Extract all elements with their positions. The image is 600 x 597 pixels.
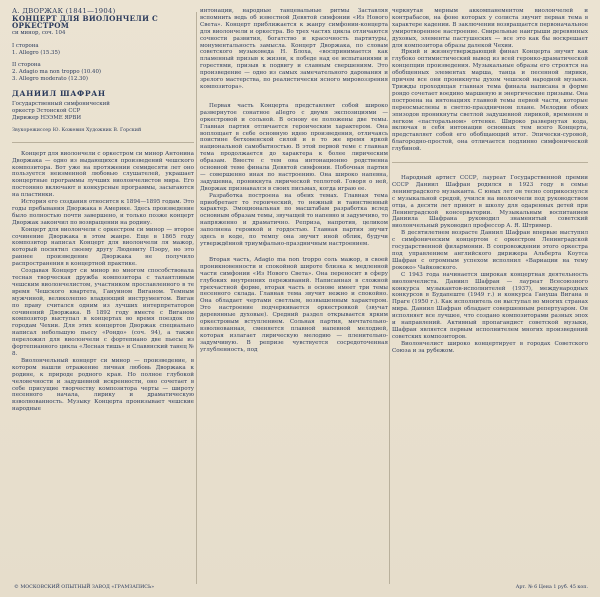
notes-paragraph: Концерт для виолончели с оркестром си минор — второе сочинение Дворжака в этом жанре. Еще в 1865 году композитор написал Концерт для виолончели ля мажор, который посвятил своему другу Людевиту Пэору, но это раннее произведение Дворжака не получило распространения в концертной практике.	[12, 226, 194, 268]
performer-bio-paragraph: С 1943 года начинается широкая концертная деятельность виолончелиста. Даниил Шафран — лауреат Всесоюзного конкурса музыкантов-исполнителей (1937), международных конкурсов в Будапеште (1949 г.) и конкурса Гануша Вигана в Праге (1950 г.). Как исполнитель он выступал во многих странах мира. Даниил Шафран обладает совершенным репертуаром. Он исполняет все лучшее, что создано композиторами разных эпох и направлений. Активный пропагандист советской музыки, Шафран является первым исполнителем многих произведений советских композиторов.	[392, 271, 588, 340]
notes-paragraph: История его создания относится к 1894—1895 годам. Это годы пребывания Дворжака в Америке. Здесь произведение было полностью почти завершено, и только позже концерт Дворжак закончил по возвращении на родину.	[12, 199, 194, 226]
section-divider	[12, 142, 194, 143]
side-2-movement-2: 2. Adagio ma non troppo (10.40)	[12, 69, 101, 76]
side-1-label: I сторона	[12, 42, 39, 49]
notes-paragraph: Первая часть Концерта представляет собой широко развернутое сонатное allegro с двумя экспозициями — оркестровой и сольной. В основу ее положены две темы. Главная партия отличается героическим характером. Она воплощает в себе основную идею произведения, отличаясь поистине бетховенской силой и в то же время яркой национальной самобытностью. В этой первой теме с главная тема продолжается до характера к более лирическим образам. Вместе с тем она интонационно родственна основной теме финала Девятой симфонии. Побочная партия — совершенно иная по настроению. Она широко напевна, задушевна, проникнута лирической теплотой. Говоря о ней, Дворжак признавался в своих письмах, когда играю ее.	[200, 102, 388, 192]
performer-bio-paragraph: Народный артист СССР, лауреат Государственной премии СССР Даниил Шафран родился в 1923 году в семье ленинградского музыканта. С юных лет он тесно соприкоснулся с музыкальной средой, учился на виолончели под руководством отца, а десяти лет принят в школу для одаренных детей при Ленинградской консерватории. Музыкальным воспитанием Даниила Шафрана руководил знаменитый советский виолончельный руководил профессор А. Я. Штример.	[392, 175, 588, 230]
performer-bio-paragraph: В десятилетнем возрасте Даниил Шафран впервые выступил с симфоническим концертом с оркестром Ленинградской государственной филармонии. В сопровождении этого оркестра под управлением английского дирижера Альберта Коутса Шафран с огромным успехом исполнил «Вариации на тему рококо» Чайковского.	[392, 230, 588, 271]
composer-name: А. ДВОРЖАК (1841—1904)	[12, 7, 116, 15]
notes-paragraph: Вторая часть, Adagio ma non troppo соль мажор, в своей проникновенности и спокойной широте близка к медленной части симфонии «Из Нового Света». Она переносит в сферу глубоких внутренних переживаний. Написанная в сложной трехчастной форме, вторая часть в основе имеет три темы песенного склада. Главная тема звучит нежно и спокойно. Она обладает чертами светлым, возвышенным характером. Это настроение подчеркивается оркестровкой (звучат деревянные духовые). Средний раздел открывается ярким оркестровым вступлением. Сольная партия, мечтательно-взволнованная, сменяется плавной напевной мелодией, которая излагает лирическую мелодию — пленительно-задумчивую. В репризе чувствуется сосредоточенная углубленность, под	[200, 256, 388, 353]
column-divider	[389, 12, 390, 584]
side-2-label: II сторона	[12, 62, 41, 69]
performer-name: ДАНИИЛ ШАФРАН	[12, 89, 106, 99]
conductor-name: Дирижер НЭЭМЕ ЯРВИ	[12, 114, 82, 121]
orchestra-name: Государственный симфонический оркестр Эстонской ССР	[12, 101, 110, 114]
notes-paragraph: черкнутая мерным аккомпанементом виолончелей и контрабасов, на фоне которых у солиста звучит первая тема в характере кадении. В заключении возвращается первоначальное умиротворенное настроение. Свирельные наигрыши деревянных духовых, элементы пастушеских — все это как бы воскрешает для композитора образы далекой Чехии.	[392, 8, 588, 49]
notes-paragraph: Концерт для виолончели с оркестром си минор Антонина Дворжака — одно из выдающихся произведений чешского композитора. Вот уже на протяжении семидесяти лет оно пользуется неизменной любовью слушателей, украшает концертные программы лучших виолончелистов мира. Его постоянно включают в конкурсные программы, засыгаются на пластинки.	[12, 150, 194, 199]
notes-paragraph: интонации, народные танцевальные ритмы Заставляя вспомнить ведь об известной Девятой симфонии «Из Нового Света». Концерт приближается к жанру симфонии-концерта для виолончели и оркестра. Во трех частях цикла отличаются сочности развития, богатство и красочность партитуры, монументальность замысла. Концерт Дворжака, по словам советского музыковеда Н. Блоха, «воспринимается как пламенный призыв к жизни, к победе над ее испытаниями и горестями, призыв к подвигу и славным свершениям. Это произведение — одно из самых замечательного дарования и зрелого мастерства, по реалистически ясного мировоззрения композитора».	[200, 8, 388, 90]
performer-bio-paragraph: Виолончелист широко концертирует в городах Советского Союза и за рубежом.	[392, 340, 588, 354]
notes-paragraph: Разработка построена на обеих темах. Главная тема приобретает то героический, то нежный и таинственный характер. Эмоциональная по масштабам разработка вслед основным образам темы, звучащей то напевно и задумчиво, то напряженно и драматично. Реприза, напротив, целиком заполнена героикой и гордостью. Главная партия звучит здесь в коде, по темпу она звучит иной облик, будучи утверждённой триумфально-праздничным настроением.	[200, 192, 388, 247]
notes-paragraph: Яркий и жизнеутверждающий финал Концерта звучит как глубоко оптимистический вывод из всей героико-драматической концепции произведения. Музыкальные образы его строятся на обобщенных элементах марша, танца и песенной лирики, причем все они проникнуты духом чешской народной музыки. Трижды проходящая главная тема финала написана в форме рондо сочетает воедино маршевую и энергические призывы. Она построена на интонациях главной темы первой части, которые переосмыслены в светло-праздничном плане. Мелодии обоих эпизодов проникнуты светлой задушевной лирикой, временем в легком «пасторальном» оттенке. Широко развернутая кода, включая в себя интонации основных тем всего Концерта, представляет собой его обобщающий итог. Эпически-суровой, благородно-простой, она отличается подлинно симфонической глубиной.	[392, 49, 588, 153]
column-divider	[196, 12, 197, 584]
publisher-copyright: © МОСКОВСКИЙ ОПЫТНЫЙ ЗАВОД «ГРАМЗАПИСЬ»	[14, 585, 155, 590]
column-middle	[200, 8, 388, 354]
column-left	[12, 8, 194, 413]
production-credits: Звукорежиссер Ю. Кожевин Художник В. Горский	[12, 127, 142, 133]
catalog-price: Арт. № 6 Цена 1 руб. 45 коп.	[515, 585, 588, 590]
section-divider	[392, 162, 588, 163]
side-2-movement-3: 3. Allegro moderato (12.30)	[12, 76, 88, 83]
work-title: КОНЦЕРТ ДЛЯ ВИОЛОНЧЕЛИ С ОРКЕСТРОМ	[12, 13, 159, 30]
notes-paragraph: Виолончельный концерт си минор — произведение, в котором нашли отражение личная любовь Дворжака к родине, к природе родного края. Но полное глубокой человечности и задушевной искренности, оно сочетает в себе присущие творчеству композитора черты — широту песенного начала, лирику и драматическую взволнованность. Музыку Концерта пронизывает чешские народные	[12, 357, 194, 413]
side-1-movement-1: 1. Allegro (15.35)	[12, 49, 61, 56]
work-subtitle: си минор, соч. 104	[12, 29, 66, 36]
column-right	[392, 8, 588, 355]
notes-paragraph: Создавая Концерт си минор во многом способствовала тесная творческая дружба композитора с талантливым чешским виолончелистом, участником прославленного в те время Чешского квартета, Гануином Виганом. Темным мужчиной, великолепно владеющий инструментом. Виган по праву считался одним из лучших интерпретаторов сочинений Дворжака. В 1892 году вместе с Виганом композитор выступал в концертах во время поездок по городам Чехии. Для этих концертов Дворжак специально написал небольшую пьесу «Рондо» (соч. 94), а также переложил для виолончели с фортепиано две пьесы из фортепианного цикла «Лесная тишь» и Славянский танец № 8.	[12, 268, 194, 357]
